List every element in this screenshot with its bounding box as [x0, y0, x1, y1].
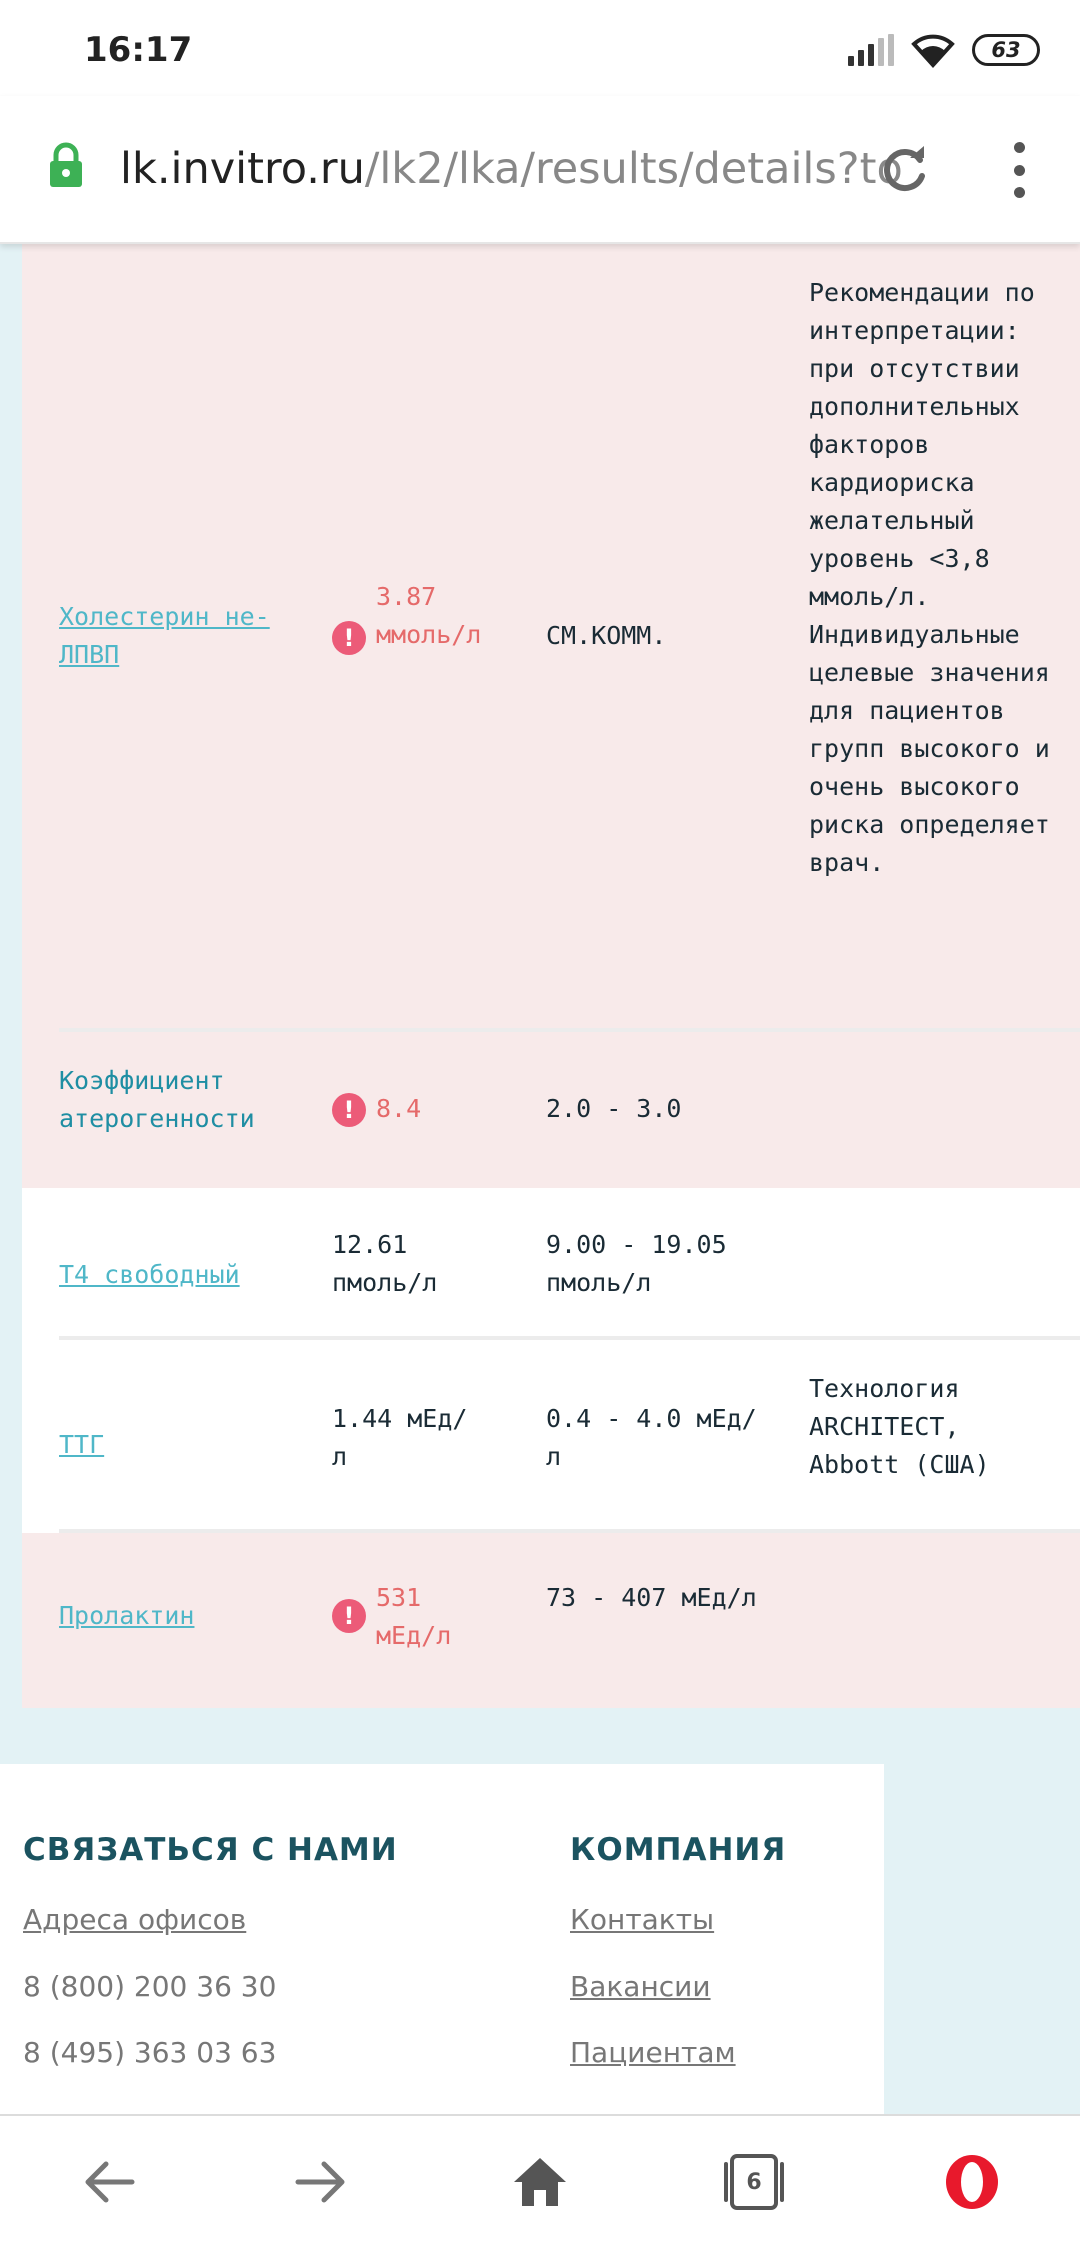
url-field[interactable]	[120, 144, 903, 200]
status-icons	[848, 30, 1040, 70]
result-value: 12.61 пмоль/л	[332, 1230, 438, 1297]
arrow-left-icon	[82, 2160, 134, 2204]
table-row	[22, 1340, 1080, 1533]
home-icon	[512, 2156, 568, 2208]
battery-indicator: 63	[972, 34, 1040, 66]
tabs-button[interactable]	[722, 2150, 786, 2214]
footer-link-vacancies[interactable]: Вакансии	[570, 1970, 711, 2003]
footer-phone-1[interactable]: 8 (800) 200 36 30	[23, 1970, 277, 2003]
lock-icon	[48, 142, 84, 188]
reference-range: 9.00 - 19.05 пмоль/л	[546, 1230, 727, 1297]
page-content	[0, 244, 1080, 2114]
opera-logo-icon	[943, 2153, 1001, 2211]
reference-range: 0.4 - 4.0 мЕд/л	[546, 1404, 757, 1471]
result-comment: Технология ARCHITECT, Abbott (США)	[809, 1374, 990, 1479]
status-bar	[0, 0, 1080, 96]
result-value: 8.4	[376, 1094, 422, 1123]
result-value: 1.44 мЕд/л	[332, 1404, 468, 1471]
signal-icon	[848, 34, 894, 66]
footer-link-patients[interactable]: Пациентам	[570, 2036, 736, 2069]
footer-phone-2[interactable]: 8 (495) 363 03 63	[23, 2036, 277, 2069]
footer-link-offices[interactable]: Адреса офисов	[23, 1903, 247, 1936]
results-table	[22, 244, 1080, 1708]
warning-icon: !	[332, 1599, 366, 1633]
reference-range: 2.0 - 3.0	[546, 1094, 682, 1123]
arrow-right-icon	[296, 2160, 348, 2204]
footer-link-contacts[interactable]: Контакты	[570, 1903, 715, 1936]
test-name-link[interactable]: ТТГ	[59, 1430, 105, 1459]
test-name-link[interactable]: Пролактин	[59, 1601, 195, 1630]
contact-heading: СВЯЗАТЬСЯ С НАМИ	[23, 1832, 398, 1868]
result-value: 531 мЕд/л	[376, 1583, 452, 1650]
table-row	[22, 1032, 1080, 1188]
home-button[interactable]	[508, 2150, 572, 2214]
table-row	[22, 1188, 1080, 1340]
test-name-link[interactable]: Холестерин не-ЛПВП	[59, 602, 270, 669]
tab-count: 6	[746, 2169, 762, 2195]
wifi-icon	[912, 33, 954, 67]
warning-icon: !	[332, 1093, 366, 1127]
url-host: lk.invitro.ru	[120, 144, 365, 194]
result-value: 3.87 ммоль/л	[376, 582, 482, 649]
browser-address-bar	[0, 96, 1080, 244]
test-name: Коэффициент атерогенности	[59, 1066, 255, 1133]
more-vert-icon[interactable]	[1012, 142, 1026, 198]
table-row	[22, 1533, 1080, 1708]
result-comment: Рекомендации по интерпретации: при отсутствии дополнительных факторов кардиориска желательный уровень <3,8 ммоль/л. Индивидуальные целевые значения для пациентов групп высокого и очень высокого риска определяет врач.	[809, 278, 1050, 877]
forward-button[interactable]	[290, 2150, 354, 2214]
company-heading: КОМПАНИЯ	[570, 1832, 787, 1868]
reload-icon[interactable]	[876, 142, 932, 198]
status-time: 16:17	[84, 30, 193, 70]
reference-range: 73 - 407 мЕд/л	[546, 1583, 757, 1612]
browser-bottom-nav	[0, 2114, 1080, 2248]
reference-range: СМ.КОММ.	[546, 621, 667, 650]
table-row	[22, 244, 1080, 1032]
url-path: /lk2/lka/results/details?to	[364, 144, 903, 194]
warning-icon: !	[332, 621, 366, 655]
back-button[interactable]	[76, 2150, 140, 2214]
test-name-link[interactable]: Т4 свободный	[59, 1260, 240, 1289]
opera-menu-button[interactable]	[940, 2150, 1004, 2214]
